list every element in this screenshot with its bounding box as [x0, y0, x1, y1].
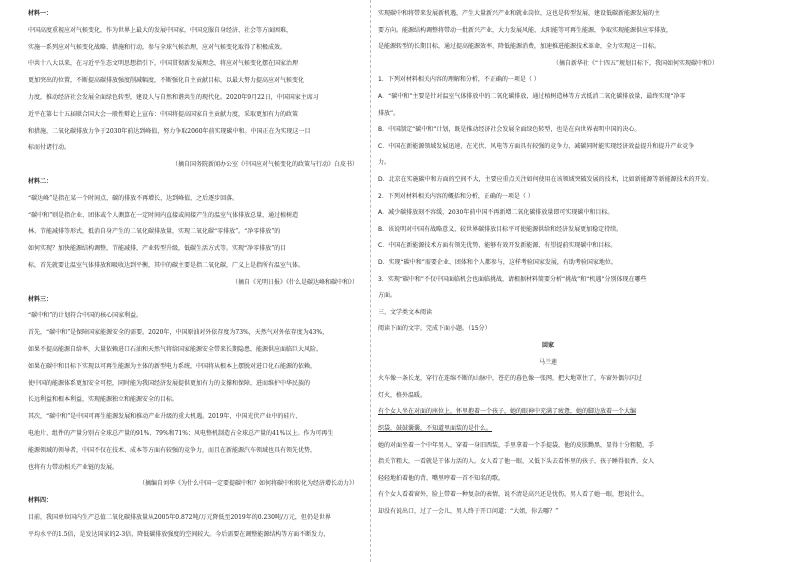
left-text-line: 能源领域的领导者，中国不仅在技术、成本等方面有较强的竞争力，而且在新能源汽车领域也具有领先优势，	[28, 446, 317, 454]
right-text-line: C．中国在新能源领域发展迅速，在光伏、风电等方面具有较强的竞争力，减碳同时能实现经济效益提升和提升产业竞争	[378, 142, 695, 150]
left-text-line: 如何实现？加快能源结构调整，节能减排，产业转型升级，低碳生活方式等。实现“净零排放”的目	[28, 245, 287, 253]
right-text-line: 有个女人坐在对面的座位上，怀里抱着一个孩子，她的眼神中充满了疲惫，她的脚边放着一个大编	[378, 408, 637, 416]
left-text-line: 电池片、组件的产量分别占全球总产量的91%、79%和71%；风电整机制造占全球总产量的41%以上。作为可再生	[28, 430, 334, 437]
right-text-line: 回家	[541, 342, 554, 349]
left-text-line: （摘自国务院新闻办公室《中国应对气候变化的政策与行动》白皮书）	[171, 161, 358, 169]
left-text-line: 标而付诸行动。	[28, 144, 71, 152]
left-text-line: 中共十八大以来，在习近平生态文明思想指引下，中国贯彻新发展理念，将应对气候变化摆在国家治理	[28, 60, 299, 68]
left-text-line: 中国高度重视应对气候变化，作为世界上最大的发展中国家，中国克服自身经济、社会等方面困难，	[28, 26, 293, 34]
left-text-line: 首先，“碳中和”是保障国家能源安全的需要。2020年，中国原油对外依存度为73%，天然气对外依存度为43%，	[28, 329, 329, 337]
left-text-line: 使中国的能源体系更加安全可控，同时能为我国经济发展提供更加有力的支撑和保障，进而维护中华民族的	[28, 379, 311, 387]
left-text-line: 林、节能减排等形式，抵消自身产生的二氧化碳排放量，实现二氧化碳“零排放”。“净零排放”的	[28, 228, 281, 236]
left-text-line: 材料一：	[28, 10, 53, 17]
right-text-line: 是能源转型的长期目标，通过提高能源效率、降低能源消费，加速推进能源技术革命，全力实现这一目标。	[378, 43, 661, 51]
right-text-line: 马兰莲	[538, 358, 557, 366]
right-text-line: （摘自新华社《“十四五”规划目标下，我国如何实现碳中和》）	[552, 59, 718, 67]
left-text-line: 材料三：	[28, 295, 53, 303]
left-text-line: 平均水平的1.5倍，是发达国家的2-3倍，降低碳排放强度的空间较大。今后需要在调整能源结构等方面不断发力，	[28, 530, 330, 538]
right-text-line: 要方向。能源结构调整将带动一批新兴产业，大力发展风能、太阳能等可再生能源，争取实现能源供应零排放，	[378, 26, 673, 34]
left-text-line: 近平在第七十五届联合国大会一般性辩论上宣布：中国将提高国家自主贡献力度，采取更加有力的政策	[28, 110, 299, 118]
right-text-line: 1．下列对材料相关内容的理解和分析，不正确的一项是（ ）	[378, 76, 540, 84]
right-text-line: 力。	[378, 159, 391, 167]
right-text-line: B．该说明对中国有战略意义，较世界碳排放目标平可使能源供给和经济发展更加稳定持续。	[378, 225, 623, 233]
right-text-line: 指关节粗大，一看就是干体力活的人。女人看了他一眼，又低下头去看怀里的孩子，孩子睡得很香，女人	[378, 458, 655, 466]
right-text-line: 她的对面坐着一个中年男人，穿着一身旧西装，手里拿着一个手提袋，他的皮肤黝黑，显得十分粗糙，手	[378, 441, 655, 449]
left-text-line: 力度，推动经济社会发展全面绿色转型，建设人与自然和谐共生的现代化。2020年9月22日，中国国家主席习	[28, 94, 319, 101]
left-text-line: 如果不提高能源自给率，大量依赖进口石油和天然气将给国家能源安全带来长期隐患，能源供应面临巨大风险。	[28, 346, 323, 353]
right-text-line: 排放”。	[378, 109, 400, 117]
right-text-line: 轻轻地拍着他的背，嘴里哼着一首不知名的歌。	[378, 474, 505, 482]
right-text-line: 阅读下面的文字，完成下面小题。（15分）	[378, 325, 491, 333]
right-text-line: A．减少碳排放刻不容缓，2030年前中国不再新增二氧化碳排放量即可实现碳中和目标。	[378, 209, 614, 217]
right-text-line: D．实现“碳中和”需要企业、团体和个人都参与，这样考验国家发展，有助考验国家地位。	[378, 259, 617, 266]
right-text-line: 实现碳中和将带来发展新机遇，产生大量新兴产业和就业岗位，这也是转型发展，建设低碳新能源发展的主	[378, 10, 661, 17]
left-text-line: 实施一系列应对气候变化战略、措施和行动，参与全球气候治理，应对气候变化取得了积极成效。	[28, 43, 287, 51]
left-text-line: 更加突出的位置，不断提高碳排放强度削减幅度，不断强化自主贡献目标，以最大努力提高应对气候变化	[28, 77, 305, 85]
left-text-line: “碳中和”则是指企业、团体或个人测算在一定时间内直接或间接产生的温室气体排放总量，通过植树造	[28, 211, 299, 219]
left-text-line: 材料四：	[28, 497, 53, 505]
left-text-line: 其次，“碳中和”是中国可再生能源发展和推动产业升级的重大机遇。2019年，中国光伏产业中的硅片、	[28, 413, 302, 421]
left-text-line: “碳中和”的计划符合中国的核心国家利益。	[28, 312, 143, 320]
right-text-line: C．中国在新能源技术方面有领先优势，能够有效开发新能源，有望提前实现碳中和目标。	[378, 242, 617, 250]
right-text-line: D．北京在实施碳中和方面的空间不大，主要应重点关注如何使用在该领域突破发展的技术，比如新能源等新能源技术的开发。	[378, 176, 713, 183]
right-text-line: A．“碳中和”主要是针对温室气体排放中的二氧化碳排放，通过植树造林等方式抵消二氧化碳排放量，最终实现“净零	[378, 93, 686, 100]
left-text-line: 材料二：	[28, 178, 53, 185]
right-text-line: 灯火，格外温暖。	[378, 391, 427, 399]
column-divider	[370, 0, 371, 562]
left-text-line: “碳达峰”是指在某一个时间点，碳的排放不再增长，达到峰值，之后逐步回落。	[28, 194, 239, 202]
right-text-line: 2．下列对材料相关内容的概括和分析，正确的一项是（ ）	[378, 192, 534, 200]
left-text-line: （摘自《光明日报》《什么是碳达峰和碳中和》）	[231, 278, 358, 286]
right-text-line: B．中国制定“碳中和”计划，既是推动经济社会发展全面绿色转型，也是在向世界表明中国的决心。	[378, 126, 641, 134]
right-text-line: 3．实现“碳中和”不仅中国面临机会也面临挑战，请根据材料简要分析“挑战”和“机遇”分别体现在哪些	[378, 275, 647, 283]
left-text-line: （摘编自刘华《为什么中国一定要提碳中和？如何将碳中和转化为经济增长动力》）	[138, 480, 358, 488]
left-text-line: 长远利益和根本利益，实现能源独立和能源安全的目标。	[28, 396, 179, 404]
left-text-line: 也将有力带动相关产业链的发展。	[28, 463, 119, 471]
right-text-line: 火车像一条长龙，穿行在连绵不断的山脉中，苍茫的暮色像一张网，把大地罩住了，车窗外偶尔闪过	[378, 375, 643, 383]
right-text-line: 有个女人看着窗外，脸上带着一种复杂的表情，说不清是高兴还是忧伤，男人看了她一眼，想说什么，	[378, 491, 649, 499]
left-text-line: 目前，我国单位国内生产总值二氧化碳排放量从2005年0.872吨/万元降低至2019年的0.230吨/万元，但仍是世界	[28, 514, 331, 521]
right-text-line: 三、文学类文本阅读	[378, 308, 433, 316]
right-text-line: 却没有说出口，过了一会儿，男人终于开口问道：“大姐，你去哪？”	[378, 508, 559, 515]
right-text-line: 方面。	[378, 292, 397, 300]
right-text-line: 织袋，鼓鼓囊囊，不知道里面装的是什么。	[378, 425, 493, 432]
left-text-line: 如果在碳中和目标下实现以可再生能源为主体的新型电力系统，中国将从根本上摆脱对进口化石能源的依赖，	[28, 362, 317, 370]
left-text-line: 标，首先就要让温室气体排放和吸收达到平衡，其中的碳主要是指二氧化碳，广义上是指所有温室气体。	[28, 262, 305, 269]
left-text-line: 和措施，二氧化碳排放力争于2030年前达到峰值，努力争取2060年前实现碳中和。中国正在为实现这一目	[28, 127, 311, 135]
